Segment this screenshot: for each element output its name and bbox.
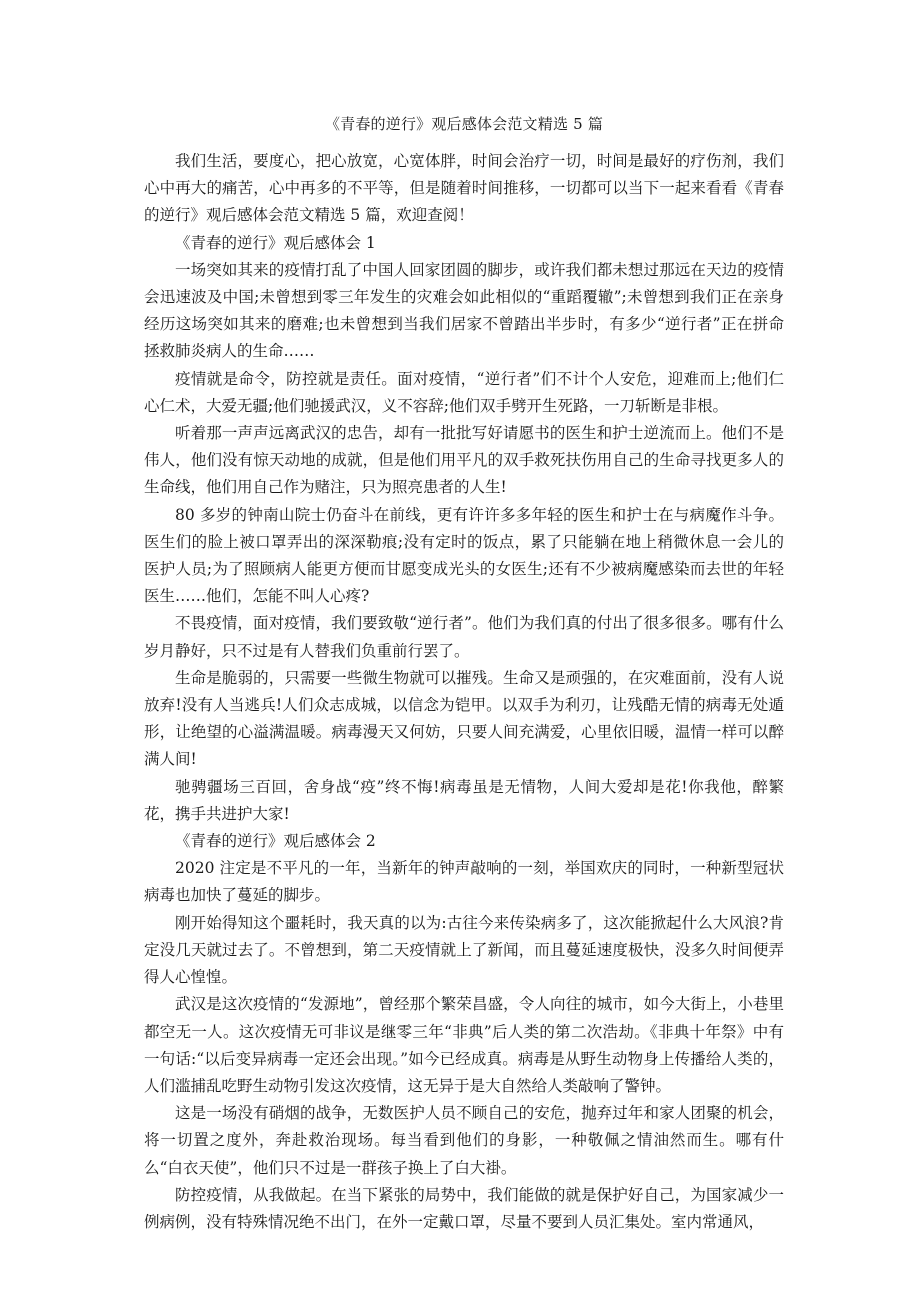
body-paragraph: 防控疫情，从我做起。在当下紧张的局势中，我们能做的就是保护好自己，为国家减少一例病例，没有特殊情况绝不出门，在外一定戴口罩，尽量不要到人员汇集处。室内常通风， <box>144 1185 784 1231</box>
section-heading: 《青春的逆行》观后感体会 2 <box>175 832 376 851</box>
body-paragraph: 这是一场没有硝烟的战争，无数医护人员不顾自己的安危，抛弃过年和家人团聚的机会，将一切置之度外，奔赴救治现场。每当看到他们的身影，一种敬佩之情油然而生。哪有什么“白衣天使”，他们只不过是一群孩子换上了白大褂。 <box>144 1104 784 1177</box>
body-paragraph: 生命是脆弱的，只需要一些微生物就可以摧残。生命又是顽强的，在灾难面前，没有人说放弃!没有人当逃兵!人们众志成城，以信念为铠甲。以双手为利刃，让残酷无情的病毒无处遁形，让绝望的心溢满温暖。病毒漫天又何妨，只要人间充满爱，心里依旧暖，温情一样可以醉满人间! <box>144 668 784 769</box>
body-paragraph: 武汉是这次疫情的“发源地”，曾经那个繁荣昌盛，令人向往的城市，如今大街上，小巷里都空无一人。这次疫情无可非议是继零三年“非典”后人类的第二次浩劫。《非典十年祭》中有一句话:“以后变异病毒一定还会出现。”如今已经成真。病毒是从野生动物身上传播给人类的，人们滥捕乱吃野生动物引发这次疫情，这无异于是大自然给人类敲响了警钟。 <box>144 995 784 1095</box>
document-page <box>144 112 784 1236</box>
body-paragraph: 80 多岁的钟南山院士仍奋斗在前线，更有许许多多年轻的医生和护士在与病魔作斗争。医生们的脸上被口罩弄出的深深勒痕;没有定时的饭点，累了只能躺在地上稍微休息一会儿的医护人员;为了照顾病人能更方便而甘愿变成光头的女医生;还有不少被病魔感染而去世的年轻医生……他们，怎能不叫人心疼? <box>144 505 784 606</box>
body-paragraph: 疫情就是命令，防控就是责任。面对疫情，“逆行者”们不计个人安危，迎难而上;他们仁心仁术，大爱无疆;他们驰援武汉，义不容辞;他们双手劈开生死路，一刀斩断是非根。 <box>144 369 784 415</box>
section-heading: 《青春的逆行》观后感体会 1 <box>175 233 376 252</box>
body-paragraph: 2020 注定是不平凡的一年，当新年的钟声敲响的一刻，举国欢庆的同时，一种新型冠状病毒也加快了蔓延的脚步。 <box>144 859 784 905</box>
body-paragraph: 不畏疫情，面对疫情，我们要致敬“逆行者”。他们为我们真的付出了很多很多。哪有什么岁月静好，只不过是有人替我们负重前行罢了。 <box>144 614 784 660</box>
body-paragraph: 驰骋疆场三百回，舍身战“疫”终不悔!病毒虽是无情物，人间大爱却是花!你我他，醉繁花，携手共进护大家! <box>144 777 784 823</box>
body-paragraph: 刚开始得知这个噩耗时，我天真的以为:古往今来传染病多了，这次能掀起什么大风浪?肯定没几天就过去了。不曾想到，第二天疫情就上了新闻，而且蔓延速度极快，没多久时间便弄得人心惶惶。 <box>144 913 784 987</box>
document-title: 《青春的逆行》观后感体会范文精选 5 篇 <box>324 115 604 133</box>
body-paragraph: 听着那一声声远离武汉的忠告，却有一批批写好请愿书的医生和护士逆流而上。他们不是伟人，他们没有惊天动地的成就，但是他们用平凡的双手救死扶伤用自己的生命寻找更多人的生命线，他们用自己作为赌注，只为照亮患者的人生! <box>144 424 784 497</box>
document-body <box>144 148 784 1236</box>
body-paragraph: 一场突如其来的疫情打乱了中国人回家团圆的脚步，或许我们都未想过那远在天边的疫情会迅速波及中国;未曾想到零三年发生的灾难会如此相似的“重蹈覆辙”;未曾想到我们正在亲身经历这场突如其来的磨难;也未曾想到当我们居家不曾踏出半步时，有多少“逆行者”正在拼命拯救肺炎病人的生命…… <box>144 260 784 361</box>
body-paragraph: 我们生活，要度心，把心放宽，心宽体胖，时间会治疗一切，时间是最好的疗伤剂，我们心中再大的痛苦，心中再多的不平等，但是随着时间推移，一切都可以当下一起来看看《青春的逆行》观后感体会范文精选 5 篇，欢迎查阅！ <box>144 152 784 225</box>
